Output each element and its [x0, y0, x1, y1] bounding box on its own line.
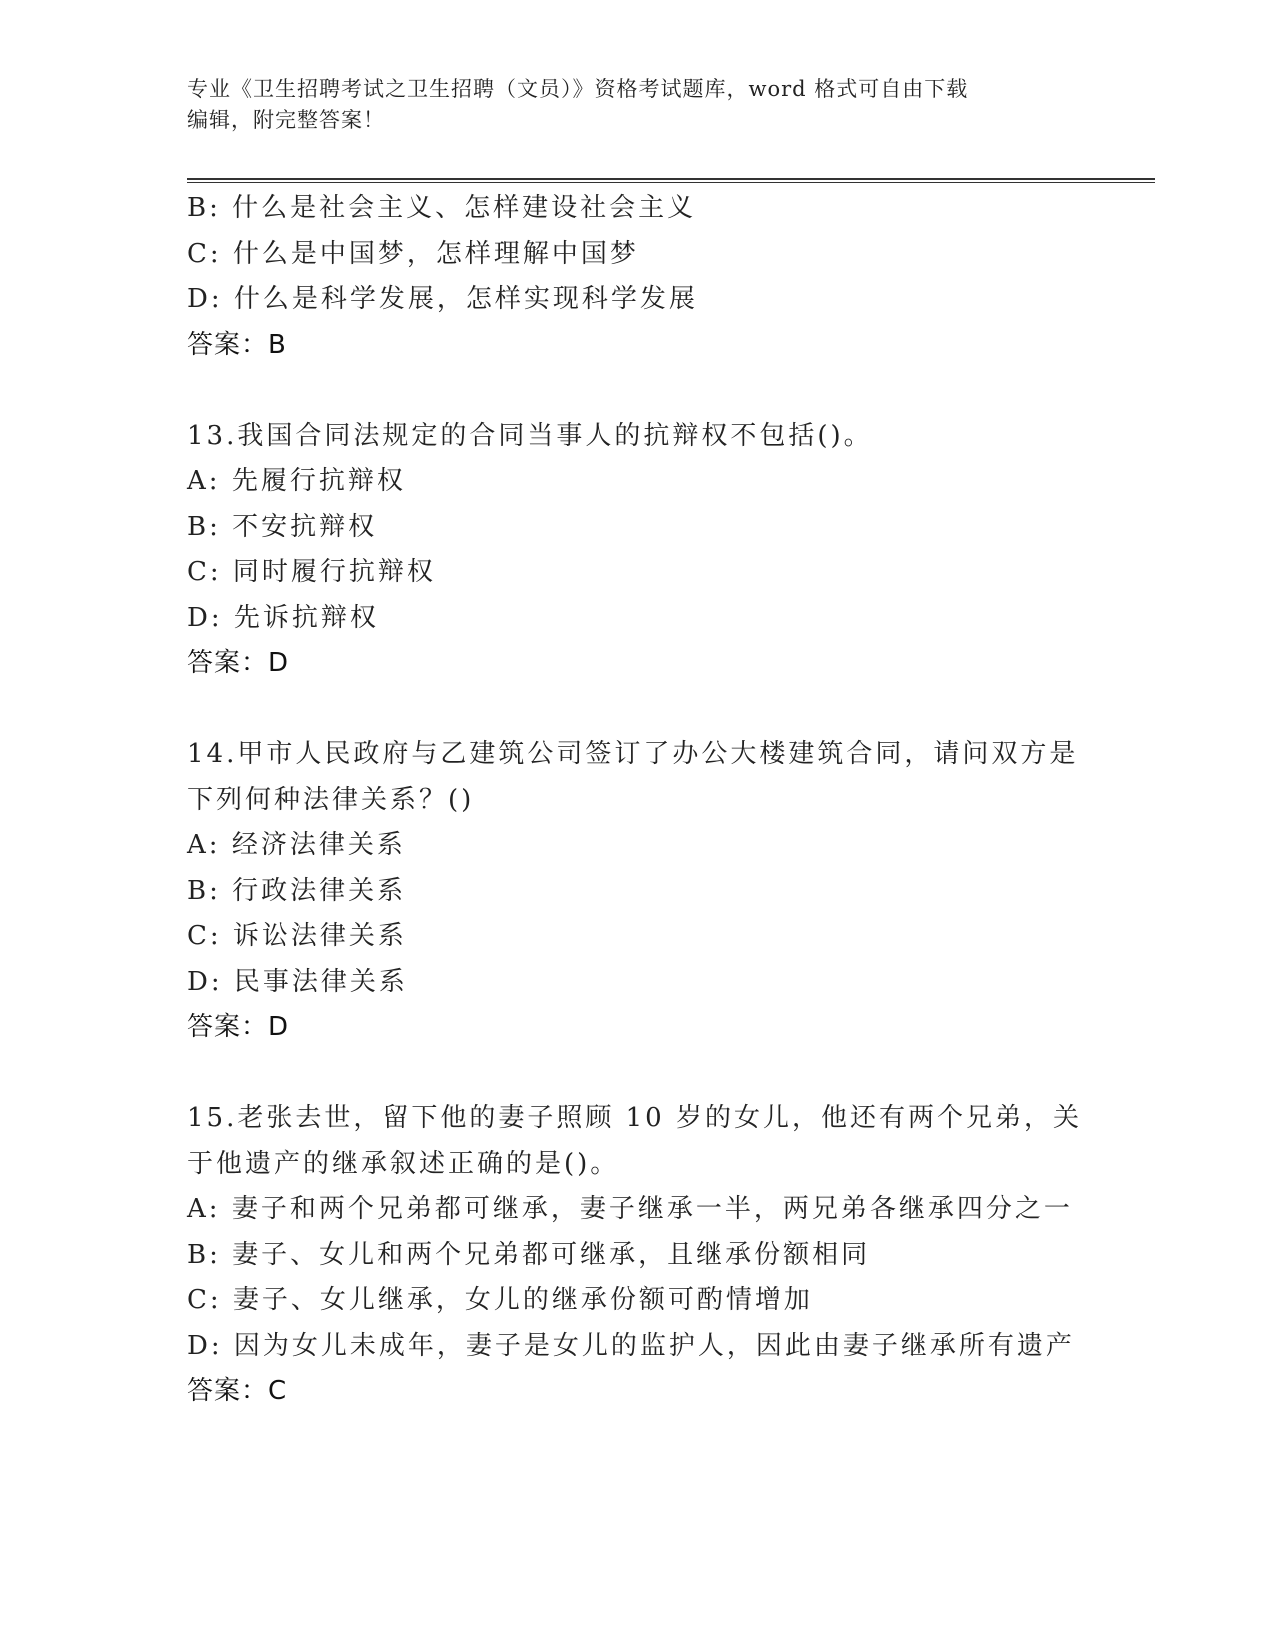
option-letter: C: — [187, 921, 222, 951]
option-line — [187, 505, 1087, 551]
option-text: 妻子、女儿和两个兄弟都可继承，且继承份额相同 — [232, 1239, 871, 1270]
option-letter: D: — [187, 284, 223, 314]
option-text: 同时履行抗辩权 — [232, 557, 436, 587]
option-text: 先履行抗辩权 — [231, 466, 406, 496]
option-line — [187, 1324, 1087, 1370]
option-line — [187, 1187, 1087, 1233]
option-line — [187, 277, 1087, 323]
header-divider-thin — [187, 182, 1155, 183]
option-line — [187, 823, 1087, 869]
option-letter: A: — [187, 466, 221, 496]
header-divider-thick — [187, 178, 1155, 180]
option-line — [187, 550, 1087, 596]
question-title: 13.我国合同法规定的合同当事人的抗辩权不包括()。 — [187, 420, 873, 451]
option-letter: B: — [187, 193, 221, 223]
answer-line: 答案：D — [187, 1012, 290, 1042]
option-text: 什么是社会主义、怎样建设社会主义 — [232, 193, 697, 223]
option-text: 什么是科学发展，怎样实现科学发展 — [233, 284, 698, 314]
answer-line: 答案：B — [187, 329, 287, 360]
question-fragment — [187, 186, 1087, 368]
question-list — [187, 186, 1087, 1415]
question-block — [187, 732, 1087, 1051]
question-block — [187, 1096, 1087, 1415]
option-text: 妻子和两个兄弟都可继承，妻子继承一半，两兄弟各继承四分之一 — [231, 1194, 1073, 1224]
option-text: 不安抗辩权 — [232, 511, 378, 542]
option-text: 因为女儿未成年，妻子是女儿的监护人，因此由妻子继承所有遗产 — [233, 1330, 1075, 1361]
option-line — [187, 186, 1087, 232]
option-letter: A: — [187, 830, 221, 860]
option-letter: D: — [187, 1330, 223, 1361]
option-letter: A: — [187, 1194, 221, 1224]
spacer — [187, 368, 1087, 414]
question-block — [187, 414, 1087, 687]
option-line — [187, 914, 1087, 960]
header-line-2: 编辑，附完整答案！ — [187, 108, 385, 132]
option-text: 先诉抗辩权 — [233, 602, 379, 633]
option-line — [187, 869, 1087, 915]
option-line — [187, 459, 1087, 505]
option-letter: C: — [187, 238, 222, 269]
option-line — [187, 1278, 1087, 1324]
option-text: 民事法律关系 — [233, 966, 408, 997]
header-line-1: 专业《卫生招聘考试之卫生招聘（文员）》资格考试题库，word 格式可自由下载 — [187, 77, 969, 101]
option-letter: B: — [187, 1239, 221, 1270]
option-line — [187, 1233, 1087, 1279]
option-line — [187, 960, 1087, 1006]
answer-line: 答案：D — [187, 648, 290, 678]
option-text: 妻子、女儿继承，女儿的继承份额可酌情增加 — [232, 1285, 813, 1315]
option-text: 经济法律关系 — [231, 830, 406, 860]
question-title: 15.老张去世，留下他的妻子照顾 10 岁的女儿，他还有两个兄弟，关 — [187, 1103, 1082, 1133]
option-line — [187, 596, 1087, 642]
option-letter: C: — [187, 1285, 222, 1315]
option-line — [187, 232, 1087, 278]
question-title: 下列何种法律关系？() — [187, 784, 475, 815]
document-header — [187, 74, 1087, 136]
option-letter: D: — [187, 966, 223, 997]
option-letter: D: — [187, 602, 223, 633]
spacer — [187, 1051, 1087, 1097]
option-text: 什么是中国梦，怎样理解中国梦 — [232, 238, 639, 269]
option-text: 行政法律关系 — [232, 875, 407, 906]
spacer — [187, 687, 1087, 733]
option-letter: B: — [187, 875, 221, 906]
option-letter: C: — [187, 557, 222, 587]
option-text: 诉讼法律关系 — [232, 921, 407, 951]
question-title: 14.甲市人民政府与乙建筑公司签订了办公大楼建筑合同，请问双方是 — [187, 739, 1079, 769]
answer-line: 答案：C — [187, 1376, 288, 1406]
question-title: 于他遗产的继承叙述正确的是()。 — [187, 1148, 620, 1179]
option-letter: B: — [187, 511, 221, 542]
